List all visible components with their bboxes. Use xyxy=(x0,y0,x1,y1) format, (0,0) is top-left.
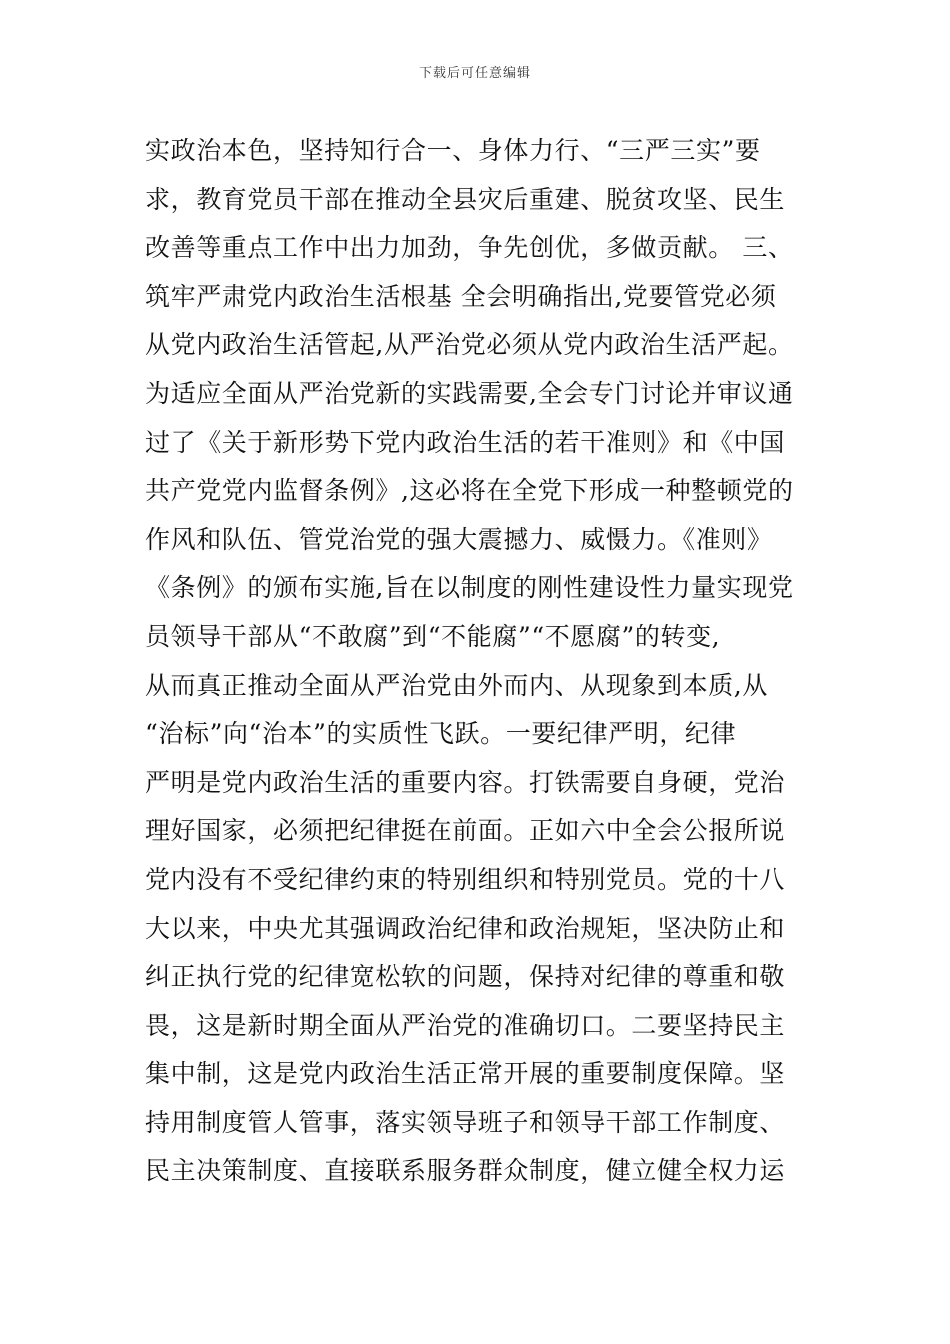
text-line: 作风和队伍、管党治党的强大震撼力、威慑力。《准则》 xyxy=(145,524,773,554)
text-line: 畏，这是新时期全面从严治党的准确切口。二要坚持民主 xyxy=(145,1010,786,1040)
text-line: 严明是党内政治生活的重要内容。打铁需要自身硬，党治 xyxy=(145,767,786,797)
text-line: 持用制度管人管事，落实领导班子和领导干部工作制度、 xyxy=(145,1107,786,1137)
text-line: 从党内政治生活管起,从严治党必须从党内政治生活严起。 xyxy=(145,330,794,360)
text-line: 民主决策制度、直接联系服务群众制度，健立健全权力运 xyxy=(145,1156,786,1186)
text-line: 改善等重点工作中出力加劲，争先创优，多做贡献。 三、 xyxy=(145,233,794,263)
text-line: 员领导干部从“不敢腐”到“不能腐”“不愿腐”的转变, xyxy=(145,621,721,651)
text-line: 筑牢严肃党内政治生活根基 全会明确指出,党要管党必须 xyxy=(145,281,777,311)
text-line: 集中制，这是党内政治生活正常开展的重要制度保障。坚 xyxy=(145,1059,786,1089)
text-line: 过了《关于新形势下党内政治生活的若干准则》和《中国 xyxy=(145,427,786,457)
page-header-note: 下载后可任意编辑 xyxy=(418,66,531,81)
text-line: 纠正执行党的纪律宽松软的问题，保持对纪律的尊重和敬 xyxy=(145,962,786,992)
text-line: “治标”向“治本”的实质性飞跃。一要纪律严明，纪律 xyxy=(145,719,737,749)
document-body xyxy=(145,127,813,1196)
text-line: 理好国家，必须把纪律挺在前面。正如六中全会公报所说 xyxy=(145,816,786,846)
text-line: 《条例》的颁布实施,旨在以制度的刚性建设性力量实现党 xyxy=(145,573,794,603)
text-line: 求，教育党员干部在推动全县灾后重建、脱贫攻坚、民生 xyxy=(145,184,786,214)
text-line: 实政治本色，坚持知行合一、身体力行、“三严三实”要 xyxy=(145,136,761,165)
text-line: 为适应全面从严治党新的实践需要,全会专门讨论并审议通 xyxy=(145,378,794,408)
text-line: 大以来，中央尤其强调政治纪律和政治规矩，坚决防止和 xyxy=(145,913,786,943)
text-line: 共产党党内监督条例》,这必将在全党下形成一种整顿党的 xyxy=(145,476,794,506)
text-line: 从而真正推动全面从严治党由外而内、从现象到本质,从 xyxy=(145,670,768,700)
text-line: 党内没有不受纪律约束的特别组织和特别党员。党的十八 xyxy=(145,864,786,894)
